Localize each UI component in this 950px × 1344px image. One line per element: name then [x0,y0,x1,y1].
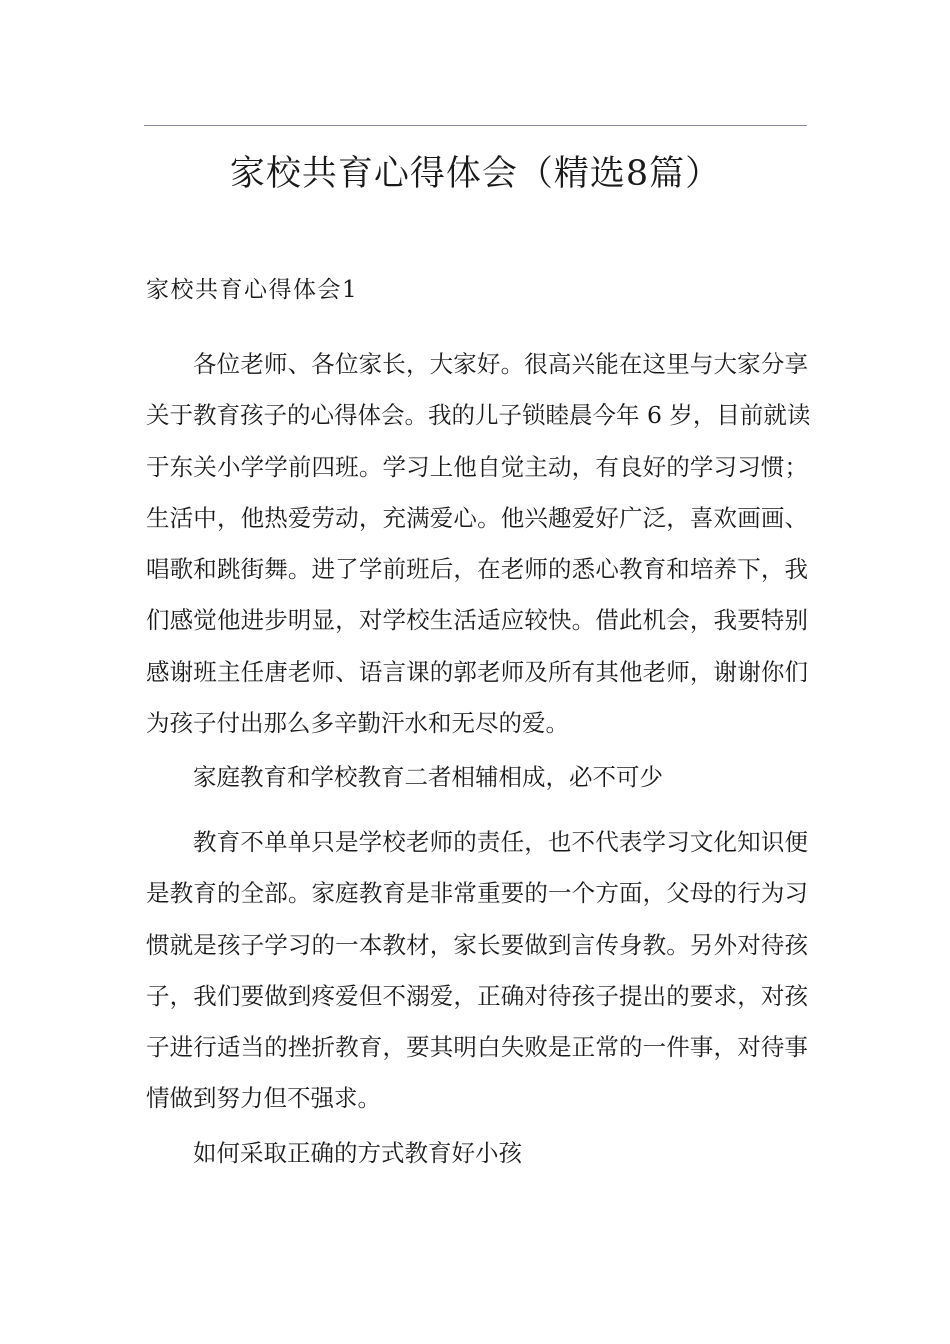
paragraph-line: 各位老师、各位家长，大家好。很高兴能在这里与大家分享 [193,350,808,378]
paragraph-subheading-2 [146,1128,808,1179]
paragraph-line: 生活中，他热爱劳动，充满爱心。他兴趣爱好广泛，喜欢画画、 [146,503,808,532]
paragraph-line: 是教育的全部。家庭教育是非常重要的一个方面，父母的行为习 [146,879,808,908]
paragraph-line: 们感觉他进步明显，对学校生活适应较快。借此机会，我要特别 [146,606,808,635]
paragraph-line: 如何采取正确的方式教育好小孩 [193,1139,522,1167]
paragraph-intro [146,339,811,749]
header-rule [144,125,807,126]
paragraph-line: 关于教育孩子的心得体会。我的儿子锁睦晨今年 6 岁，目前就读 [146,401,811,430]
paragraph-line: 唱歌和跳街舞。进了学前班后，在老师的悉心教育和培养下，我 [146,555,808,584]
section-heading: 家校共育心得体会1 [146,277,359,303]
paragraph-line: 惯就是孩子学习的一本教材，家长要做到言传身教。另外对待孩 [146,930,808,959]
document-title: 家校共育心得体会（精选8篇） [229,154,722,194]
paragraph-subheading-1 [146,752,808,803]
paragraph-line: 子进行适当的挫折教育，要其明白失败是正常的一件事，对待事 [146,1033,808,1062]
paragraph-family-education [146,817,808,1125]
paragraph-line: 情做到努力但不强求。 [146,1084,381,1113]
paragraph-line: 为孩子付出那么多辛勤汗水和无尽的爱。 [146,709,569,738]
paragraph-line: 家庭教育和学校教育二者相辅相成，必不可少 [193,763,663,791]
paragraph-line: 子，我们要做到疼爱但不溺爱，正确对待孩子提出的要求，对孩 [146,981,808,1010]
paragraph-line: 教育不单单只是学校老师的责任，也不代表学习文化知识便 [193,828,808,856]
paragraph-line: 于东关小学学前四班。学习上他自觉主动，有良好的学习习惯； [146,452,808,481]
paragraph-line: 感谢班主任唐老师、语言课的郭老师及所有其他老师，谢谢你们 [146,657,808,686]
